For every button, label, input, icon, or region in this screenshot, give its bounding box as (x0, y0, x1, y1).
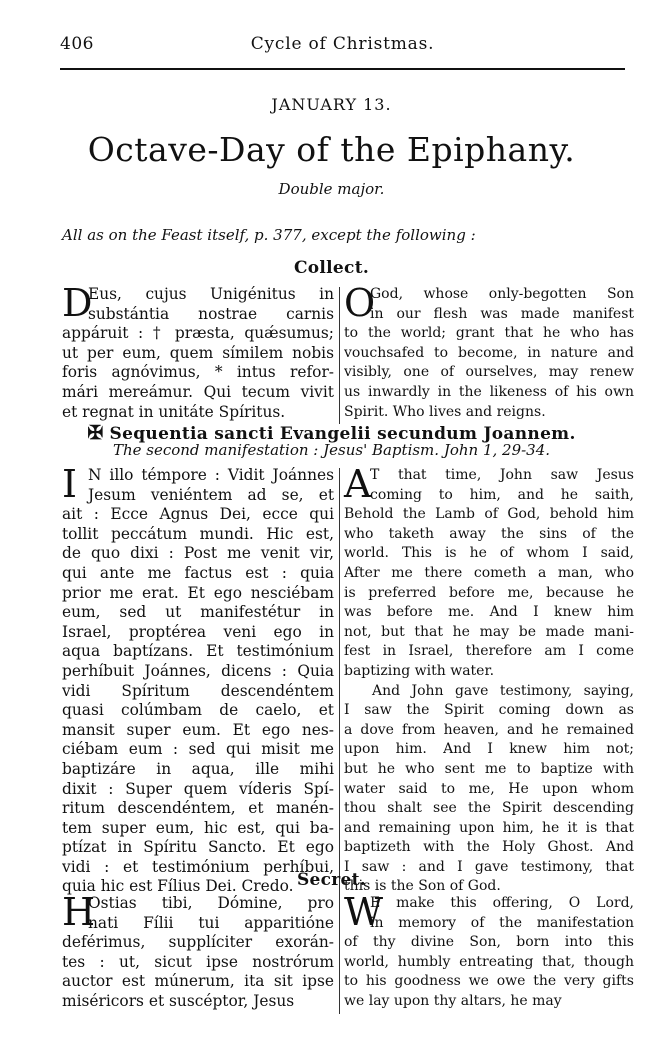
collect-columns (62, 281, 634, 425)
english-text-line: is preferred before me, because he (344, 584, 634, 601)
english-text-line: E make this offering, O Lord, (370, 895, 634, 911)
column-divider (339, 896, 340, 1014)
english-text-line: T that time, John saw Jesus (370, 467, 634, 483)
latin-text-line: tollit peccátum mundi. Hic est, (62, 524, 334, 543)
latin-text-line: deférimus, supplíciter exorán- (62, 933, 334, 952)
english-text-line: visibly, one of ourselves, may renew (344, 364, 634, 381)
collect-heading: Collect. (293, 258, 370, 278)
english-text-line: not, but that he may be made mani- (344, 623, 634, 640)
latin-text-line: perhíbuit Joánnes, dicens : Quia (62, 661, 334, 680)
latin-text-line: Ostias tibi, Dómine, pro (88, 894, 334, 912)
english-text-line: baptizeth with the Holy Ghost. And (344, 839, 634, 856)
english-text-line: thou shalt see the Spirit descending (344, 800, 634, 817)
latin-text-line: N illo témpore : Vidit Joánnes (88, 466, 334, 484)
latin-text-line: qui ante me factus est : quia (62, 563, 334, 582)
english-text-line: in memory of the manifestation (370, 914, 634, 931)
english-text-line: this is the Son of God. (344, 878, 501, 895)
english-text-line: to his goodness we owe the very gifts (344, 973, 634, 990)
secret-latin-column (62, 890, 334, 1012)
latin-drop-cap: I (62, 462, 78, 506)
latin-text-line: de quo dixi : Post me venit vir, (62, 544, 334, 563)
gospel-latin-column (62, 462, 334, 897)
latin-text-line: aqua baptízans. Et testimónium (62, 642, 334, 661)
latin-text-line: eum, sed ut manifestétur in (62, 603, 334, 622)
column-divider (339, 287, 340, 424)
english-text-line: I saw : and I gave testimony, that (344, 858, 634, 875)
feast-title: Octave-Day of the Epiphany. (87, 130, 576, 169)
latin-text-line: appáruit : † præsta, quǽsumus; (62, 324, 334, 343)
secret-heading: Secret. (296, 870, 367, 890)
rubric-note: All as on the Feast itself, p. 377, except the following : (62, 226, 476, 244)
running-head (60, 34, 625, 62)
latin-text-line: vidi : et testimónium perhíbui, (62, 857, 334, 876)
latin-drop-cap: D (62, 281, 93, 325)
english-text-line: coming to him, and he saith, (370, 486, 634, 503)
english-text-line: fest in Israel, therefore am I come (344, 643, 634, 660)
cross-icon: ✠ (87, 422, 104, 444)
english-text-line: but he who sent me to baptize with (344, 760, 634, 777)
collect-latin-column (62, 281, 334, 422)
english-text-line: And John gave testimony, saying, (372, 682, 634, 699)
gospel-subheading: The second manifestation : Jesus' Baptism. John 1, 29-34. (112, 441, 551, 459)
english-text-line: baptizing with water. (344, 662, 495, 679)
english-text-line: world, humbly entreating that, though (344, 953, 634, 970)
latin-text-line: ut per eum, quem símilem nobis (62, 343, 334, 362)
collect-english-column (344, 281, 634, 422)
latin-text-line: et regnat in unitáte Spíritus. (62, 402, 286, 421)
latin-text-line: prior me erat. Et ego nesciébam (62, 583, 334, 602)
english-text-line: I saw the Spirit coming down as (344, 702, 634, 719)
latin-text-line: dixit : Super quem víderis Spí- (62, 779, 334, 798)
english-text-line: in our flesh was made manifest (370, 305, 634, 322)
date-heading: JANUARY 13. (271, 95, 392, 114)
feast-rank: Double major. (278, 180, 385, 198)
english-text-line: upon him. And I knew him not; (344, 741, 634, 758)
english-text-line: who taketh away the sins of the (344, 525, 634, 542)
latin-text-line: Israel, proptérea veni ego in (62, 622, 334, 641)
english-text-line: and remaining upon him, he it is that (344, 819, 634, 836)
latin-text-line: ptízat in Spíritu Sancto. Et ego (62, 838, 334, 857)
secret-columns (62, 890, 634, 1014)
latin-text-line: auctor est múnerum, ita sit ipse (62, 972, 334, 991)
english-text-line: vouchsafed to become, in nature and (344, 344, 634, 361)
latin-text-line: tes : ut, sicut ipse nostrórum (62, 952, 334, 971)
latin-text-line: baptizáre in aqua, ille mihi (62, 759, 334, 778)
latin-text-line: quasi colúmbam de caelo, et (62, 701, 334, 720)
english-text-line: water said to me, He upon whom (344, 780, 634, 797)
english-drop-cap: O (344, 281, 376, 325)
english-text-line: God, whose only-begotten Son (370, 286, 634, 302)
latin-text-line: ait : Ecce Agnus Dei, ecce qui (62, 505, 334, 524)
english-text-line: we lay upon thy altars, he may (344, 992, 562, 1009)
english-text-line: to the world; grant that he who has (344, 325, 634, 342)
header-rule (60, 68, 625, 70)
gospel-heading-text: Sequentia sancti Evangelii secundum Joannem. (109, 424, 576, 444)
latin-text-line: Jesum veniéntem ad se, et (88, 485, 334, 504)
latin-text-line: ciébam eum : sed qui misit me (62, 740, 334, 759)
running-title: Cycle of Christmas. (250, 34, 435, 54)
latin-text-line: tem super eum, hic est, qui ba- (62, 818, 334, 837)
page-number: 406 (60, 34, 94, 54)
english-text-line: After me there cometh a man, who (344, 564, 634, 581)
latin-text-line: nati Fílii tui apparitióne (88, 913, 334, 932)
column-divider (339, 468, 340, 899)
gospel-english-column (344, 462, 634, 897)
latin-text-line: Eus, cujus Unigénitus in (88, 285, 334, 303)
english-text-line: of thy divine Son, born into this (344, 934, 634, 951)
latin-text-line: quia hic est Fílius Dei. Credo. (62, 877, 294, 896)
latin-text-line: mansit super eum. Et ego nes- (62, 720, 334, 739)
english-text-line: us inwardly in the likeness of his own (344, 383, 634, 400)
english-text-line: a dove from heaven, and he remained (344, 721, 634, 738)
english-text-line: was before me. And I knew him (344, 604, 634, 621)
latin-text-line: mári mereámur. Qui tecum vivit (62, 382, 334, 401)
latin-text-line: ritum descendéntem, et manén- (62, 799, 334, 818)
english-text-line: Behold the Lamb of God, behold him (344, 506, 634, 523)
english-text-line: Spirit. Who lives and reigns. (344, 403, 546, 420)
secret-english-column (344, 890, 634, 1012)
latin-text-line: substántia nostrae carnis (88, 304, 334, 323)
latin-text-line: miséricors et suscéptor, Jesus (62, 991, 295, 1010)
latin-drop-cap: H (62, 890, 96, 934)
english-text-line: world. This is he of whom I said, (344, 545, 634, 562)
english-drop-cap: W (344, 890, 384, 934)
gospel-columns (62, 462, 634, 902)
latin-text-line: foris agnóvimus, * intus refor- (62, 363, 334, 382)
english-drop-cap: A (344, 462, 372, 506)
latin-text-line: vidi Spíritum descendéntem (62, 681, 334, 700)
